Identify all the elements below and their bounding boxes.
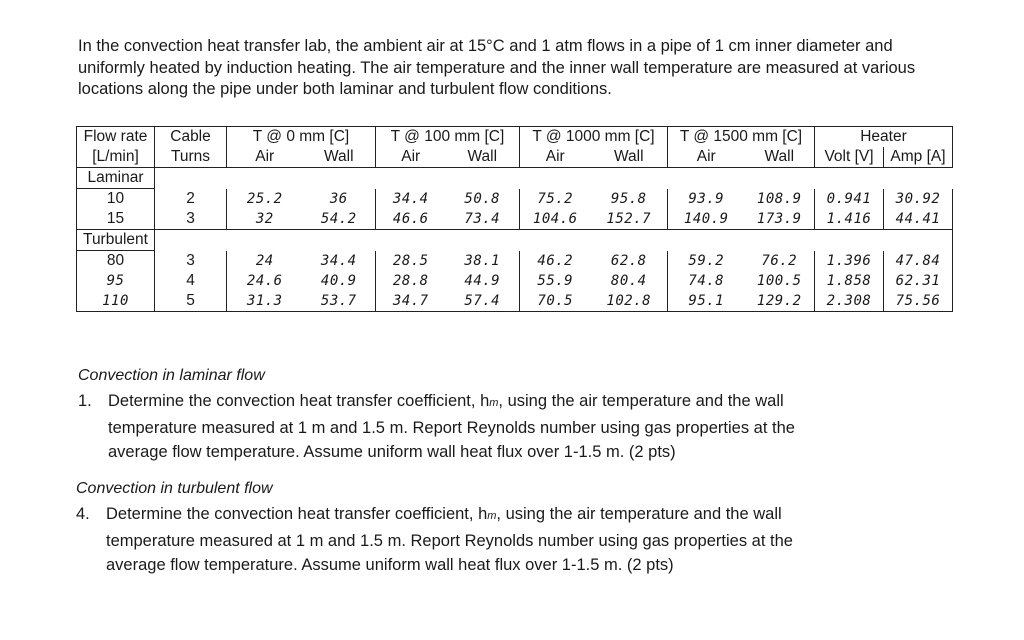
handwritten-cell: 57.4 [446,291,520,312]
header-heater: Heater [815,127,953,148]
question-number: 1. [78,392,92,410]
subheader-cell: Wall [303,147,376,168]
handwritten-cell: 129.2 [745,291,815,312]
handwritten-cell: 34.7 [376,291,446,312]
handwritten-cell: 1.416 [815,209,884,230]
turbulent-rows [77,251,953,312]
subheader-cell: [L/min] [77,147,155,168]
typed-cell: 110 [77,291,155,312]
handwritten-cell: 50.8 [446,189,520,210]
laminar-label: Laminar [77,168,155,189]
question-line: average flow temperature. Assume uniform wall heat flux over 1-1.5 m. (2 pts) [108,443,676,461]
subheader-cell: Air [227,147,303,168]
turbulent-label-row [77,230,953,251]
subheader-cell: Amp [A] [884,147,953,168]
handwritten-cell: 152.7 [591,209,668,230]
laminar-label-row [77,168,953,189]
handwritten-cell: 28.8 [376,271,446,291]
subheader-cell: Air [668,147,745,168]
handwritten-cell: 95.1 [668,291,745,312]
typed-cell: 2 [155,189,227,210]
handwritten-cell: 104.6 [520,209,591,230]
handwritten-cell: 54.2 [303,209,376,230]
subscript: m [489,397,499,409]
question-line: temperature measured at 1 m and 1.5 m. Report Reynolds number using gas properties at the [108,418,795,437]
handwritten-cell: 31.3 [227,291,303,312]
subheader-cell: Wall [745,147,815,168]
handwritten-cell: 40.9 [303,271,376,291]
handwritten-cell: 47.84 [884,251,953,272]
handwritten-cell: 44.41 [884,209,953,230]
typed-cell: 3 [155,209,227,230]
section-turbulent-title: Convection in turbulent flow [76,480,273,497]
data-row [77,209,953,230]
header-t-100mm: T @ 100 mm [C] [376,127,520,148]
typed-cell: 15 [77,209,155,230]
handwritten-cell: 62.8 [591,251,668,272]
handwritten-cell: 102.8 [591,291,668,312]
header-flow-rate: Flow rate [77,127,155,148]
subheader-cell: Turns [155,147,227,168]
data-row [77,189,953,210]
intro-paragraph: In the convection heat transfer lab, the ambient air at 15°C and 1 atm flows in a pipe of 1 cm inner diameter and uniformly heated by induction heating. The air temperature and the inner wall temperature are measured at various locations along the pipe under both laminar and turbulent flow conditions. [78,37,916,98]
typed-cell: 5 [155,291,227,312]
question-line: , using the air temperature and the wall [498,392,784,410]
question-line: Determine the convection heat transfer coefficient, h [106,505,488,523]
typed-cell: 3 [155,251,227,272]
handwritten-cell: 95.8 [591,189,668,210]
measurement-table [76,126,953,312]
handwritten-cell: 24 [227,251,303,272]
handwritten-cell: 100.5 [745,271,815,291]
subheader-cell: Wall [591,147,668,168]
handwritten-cell: 0.941 [815,189,884,210]
handwritten-cell: 140.9 [668,209,745,230]
turbulent-label: Turbulent [77,230,155,251]
handwritten-cell: 34.4 [303,251,376,272]
handwritten-cell: 1.396 [815,251,884,272]
data-row [77,271,953,291]
handwritten-cell: 1.858 [815,271,884,291]
typed-cell: 4 [155,271,227,291]
subheader-cell: Air [520,147,591,168]
handwritten-cell: 108.9 [745,189,815,210]
handwritten-cell: 74.8 [668,271,745,291]
question-line: Determine the convection heat transfer coefficient, h [108,392,490,410]
question-line: temperature measured at 1 m and 1.5 m. Report Reynolds number using gas properties at the [106,531,793,550]
handwritten-cell: 2.308 [815,291,884,312]
handwritten-cell: 80.4 [591,271,668,291]
header-t-0mm: T @ 0 mm [C] [227,127,376,148]
header-cable: Cable [155,127,227,148]
data-row [77,291,953,312]
handwritten-cell: 30.92 [884,189,953,210]
handwritten-cell: 76.2 [745,251,815,272]
subheader-cell: Volt [V] [815,147,884,168]
handwritten-cell: 70.5 [520,291,591,312]
handwritten-cell: 73.4 [446,209,520,230]
handwritten-cell: 24.6 [227,271,303,291]
handwritten-cell: 32 [227,209,303,230]
handwritten-cell: 53.7 [303,291,376,312]
subheader-row [77,147,953,168]
handwritten-cell: 25.2 [227,189,303,210]
typed-cell: 10 [77,189,155,210]
question-number: 4. [76,505,90,523]
header-t-1500mm: T @ 1500 mm [C] [668,127,815,148]
handwritten-cell: 36 [303,189,376,210]
handwritten-cell: 62.31 [884,271,953,291]
subscript: m [487,510,497,522]
handwritten-cell: 34.4 [376,189,446,210]
handwritten-cell: 75.2 [520,189,591,210]
handwritten-cell: 28.5 [376,251,446,272]
handwritten-cell: 46.6 [376,209,446,230]
question-line: average flow temperature. Assume uniform wall heat flux over 1-1.5 m. (2 pts) [106,556,674,574]
question-line: , using the air temperature and the wall [496,505,782,523]
handwritten-cell: 93.9 [668,189,745,210]
subheader-cell: Wall [446,147,520,168]
handwritten-cell: 55.9 [520,271,591,291]
handwritten-cell: 173.9 [745,209,815,230]
typed-cell: 80 [77,251,155,272]
handwritten-cell: 59.2 [668,251,745,272]
data-row [77,251,953,272]
subheader-cell: Air [376,147,446,168]
handwritten-cell: 38.1 [446,251,520,272]
handwritten-cell: 46.2 [520,251,591,272]
header-row [77,127,953,148]
handwritten-cell: 44.9 [446,271,520,291]
handwritten-cell: 75.56 [884,291,953,312]
laminar-rows [77,189,953,230]
header-t-1000mm: T @ 1000 mm [C] [520,127,668,148]
typed-cell: 95 [77,271,155,291]
section-laminar-title: Convection in laminar flow [78,367,265,384]
